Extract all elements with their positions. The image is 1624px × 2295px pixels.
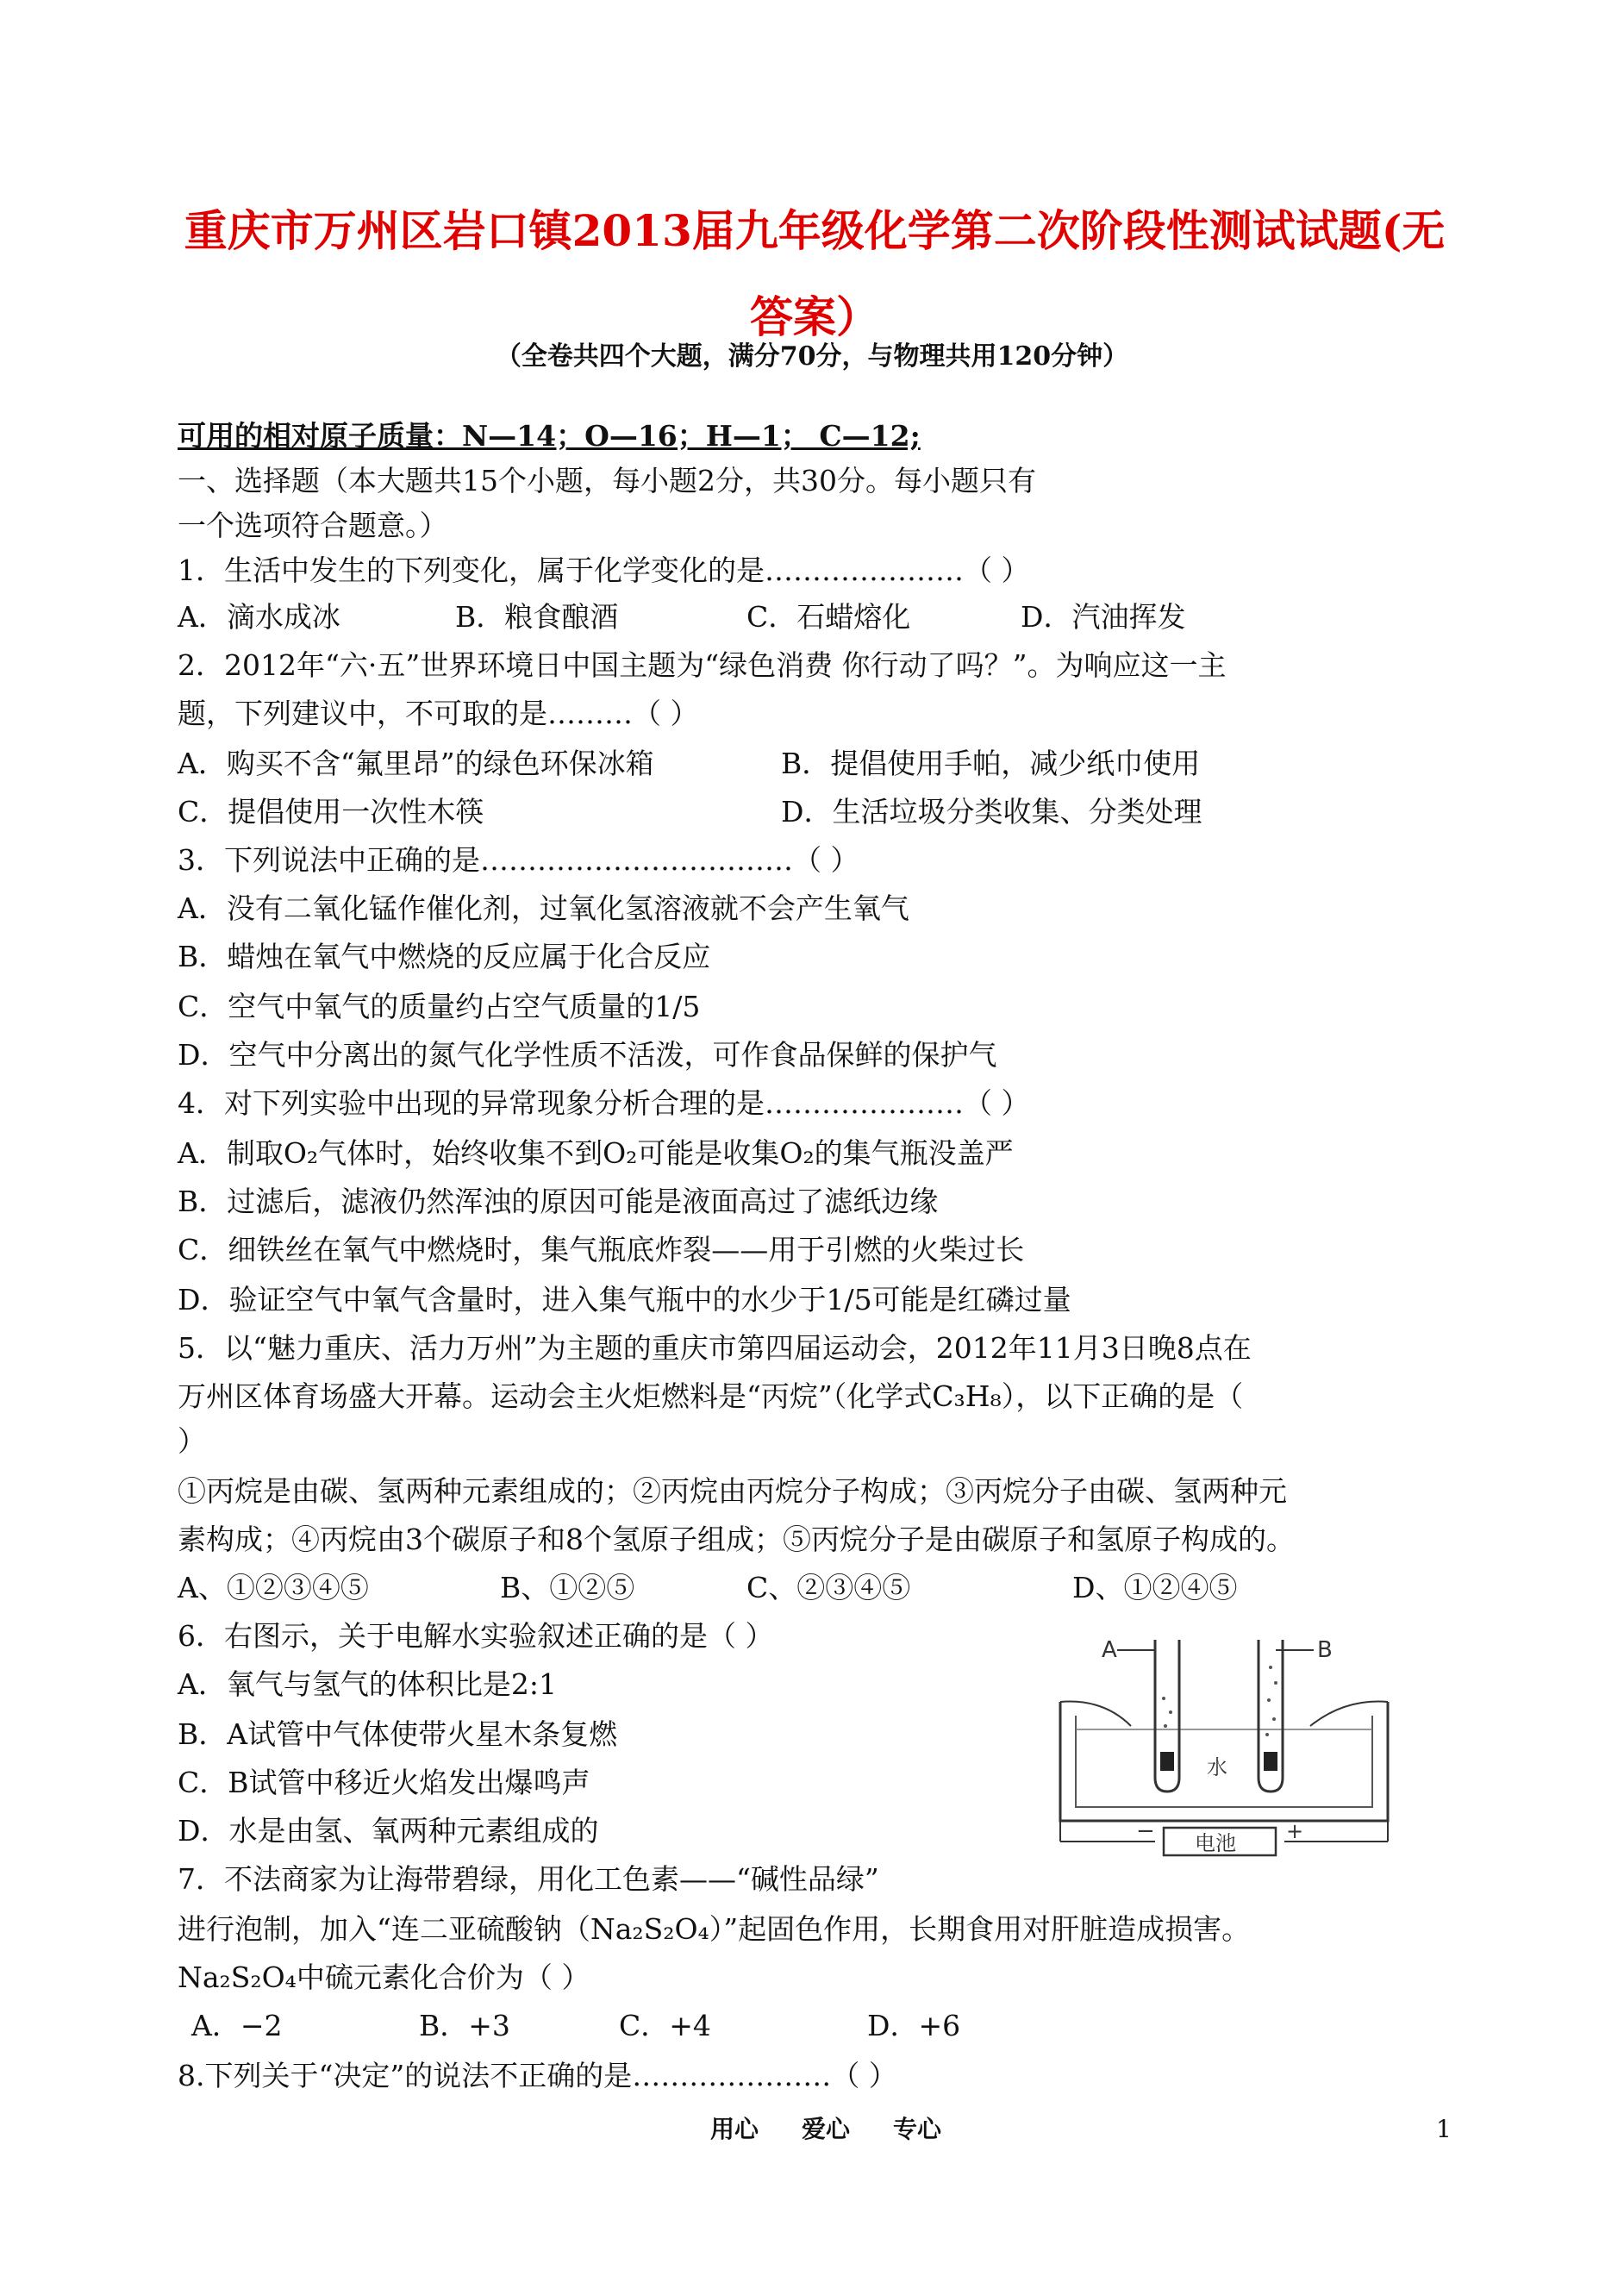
question-6-option-d: D．水是由氢、氧两种元素组成的 [178,1814,599,1848]
question-1-option-c: C．石蜡熔化 [746,600,911,634]
question-4-option-d: D．验证空气中氧气含量时，进入集气瓶中的水少于1/5可能是红磷过量 [178,1283,1071,1316]
question-7-option-a: A．−2 [191,2009,283,2042]
right-wire [1310,1702,1388,1726]
question-2-option-d: D．生活垃圾分类收集、分类处理 [781,795,1202,829]
page-title-line-1: 重庆市万州区岩口镇2013届九年级化学第二次阶段性测试试题(无 [184,205,1446,256]
question-3-option-b: B．蜡烛在氧气中燃烧的反应属于化合反应 [178,940,711,973]
question-5-statements-line-1: ①丙烷是由碳、氢两种元素组成的；②丙烷由丙烷分子构成；③丙烷分子由碳、氢两种元 [178,1474,1287,1508]
question-7-option-b: B．+3 [419,2009,510,2042]
left-wire [1060,1702,1131,1726]
bubble [1267,1698,1271,1702]
page-title-line-2: 答案） [750,291,879,342]
question-6-stem: 6．右图示，关于电解水实验叙述正确的是（ ） [178,1619,774,1653]
atomic-masses: 可用的相对原子质量：N—14；O—16；H—1； C—12; [178,419,921,453]
question-1-option-a: A．滴水成冰 [178,600,340,634]
question-7-stem-line-2: 进行泡制，加入“连二亚硫酸钠（Na₂S₂O₄）”起固色作用，长期食用对肝脏造成损害。 [178,1912,1251,1946]
bubble [1269,1666,1272,1669]
question-2-option-a: A．购买不含“氟里昂”的绿色环保冰箱 [178,747,654,780]
page-number: 1 [1436,2115,1452,2143]
question-4-option-a: A．制取O₂气体时，始终收集不到O₂可能是收集O₂的集气瓶没盖严 [178,1136,1014,1170]
question-7-stem-line-1: 7．不法商家为让海带碧绿，用化工色素——“碱性品绿” [178,1862,879,1896]
bubble [1274,1681,1277,1685]
question-5-option-c: C、②③④⑤ [746,1571,911,1604]
question-5-option-d: D、①②④⑤ [1072,1571,1238,1604]
bubble [1164,1724,1167,1728]
question-2-stem-line-2: 题，下列建议中，不可取的是………（ ） [178,697,699,730]
figure-label-a: A [1102,1637,1117,1663]
question-4-option-b: B．过滤后，滤液仍然浑浊的原因可能是液面高过了滤纸边缘 [178,1185,939,1218]
question-1-stem: 1．生活中发生的下列变化，属于化学变化的是…………………（ ） [178,553,1030,587]
footer-motto-2: 爱心 [802,2115,851,2143]
bubble [1169,1710,1172,1714]
question-2-option-b: B．提倡使用手帕，减少纸巾使用 [781,747,1201,780]
bubble [1265,1733,1269,1736]
question-7-option-c: C．+4 [619,2009,711,2042]
bubble [1272,1717,1276,1721]
question-4-option-c: C．细铁丝在氧气中燃烧时，集气瓶底炸裂——用于引燃的火柴过长 [178,1233,1025,1266]
electrode-b [1264,1752,1277,1771]
question-7-option-d: D．+6 [867,2009,961,2042]
figure-label-b: B [1317,1637,1333,1663]
figure-label-water: 水 [1207,1755,1227,1779]
bubble [1162,1697,1165,1700]
question-1-option-b: B．粮食酿酒 [455,600,619,634]
question-5-stem-line-3: ） [178,1424,206,1458]
question-3-option-d: D．空气中分离出的氮气化学性质不活泼，可作食品保鲜的保护气 [178,1038,997,1072]
question-7-stem-line-3: Na₂S₂O₄中硫元素化合价为（ ） [178,1960,590,1994]
question-6-option-b: B．A试管中气体使带火星木条复燃 [178,1717,618,1751]
exam-subtitle: （全卷共四个大题，满分70分，与物理共用120分钟） [495,341,1129,372]
question-5-option-b: B、①②⑤ [500,1571,635,1604]
question-6-option-c: C．B试管中移近火焰发出爆鸣声 [178,1766,590,1799]
section-heading-line-1: 一、选择题（本大题共15个小题，每小题2分，共30分。每小题只有 [178,464,1036,497]
electrolysis-apparatus-figure [1052,1623,1396,1857]
question-2-stem-line-1: 2．2012年“六·五”世界环境日中国主题为“绿色消费 你行动了吗？”。为响应这一主 [178,648,1227,682]
question-1-option-d: D．汽油挥发 [1021,600,1186,634]
section-heading-line-2: 一个选项符合题意。） [178,509,448,542]
question-3-option-c: C．空气中氧气的质量约占空气质量的1/5 [178,990,701,1023]
question-4-stem: 4．对下列实验中出现的异常现象分析合理的是…………………（ ） [178,1086,1030,1120]
question-5-stem-line-1: 5．以“魅力重庆、活力万州”为主题的重庆市第四届运动会，2012年11月3日晚8点在 [178,1331,1252,1365]
footer-motto-3: 专心 [893,2115,942,2143]
question-3-stem: 3．下列说法中正确的是……………………………（ ） [178,843,859,877]
figure-label-battery: 电池 [1195,1831,1236,1855]
question-3-option-a: A．没有二氧化锰作催化剂，过氧化氢溶液就不会产生氧气 [178,891,909,925]
footer-motto-1: 用心 [710,2115,759,2143]
question-5-stem-line-2: 万州区体育场盛大开幕。运动会主火炬燃料是“丙烷”（化学式C₃H₈），以下正确的是（ [178,1379,1244,1413]
electrode-a [1160,1752,1174,1771]
battery-plus: + [1286,1819,1304,1843]
battery-minus: − [1136,1818,1155,1844]
question-8-stem: 8.下列关于“决定”的说法不正确的是…………………（ ） [178,2059,897,2092]
question-5-option-a: A、①②③④⑤ [178,1571,369,1604]
question-5-statements-line-2: 素构成；④丙烷由3个碳原子和8个氢原子组成；⑤丙烷分子是由碳原子和氢原子构成的。 [178,1523,1295,1556]
question-6-option-a: A．氧气与氢气的体积比是2:1 [178,1667,557,1701]
question-2-option-c: C．提倡使用一次性木筷 [178,795,484,829]
